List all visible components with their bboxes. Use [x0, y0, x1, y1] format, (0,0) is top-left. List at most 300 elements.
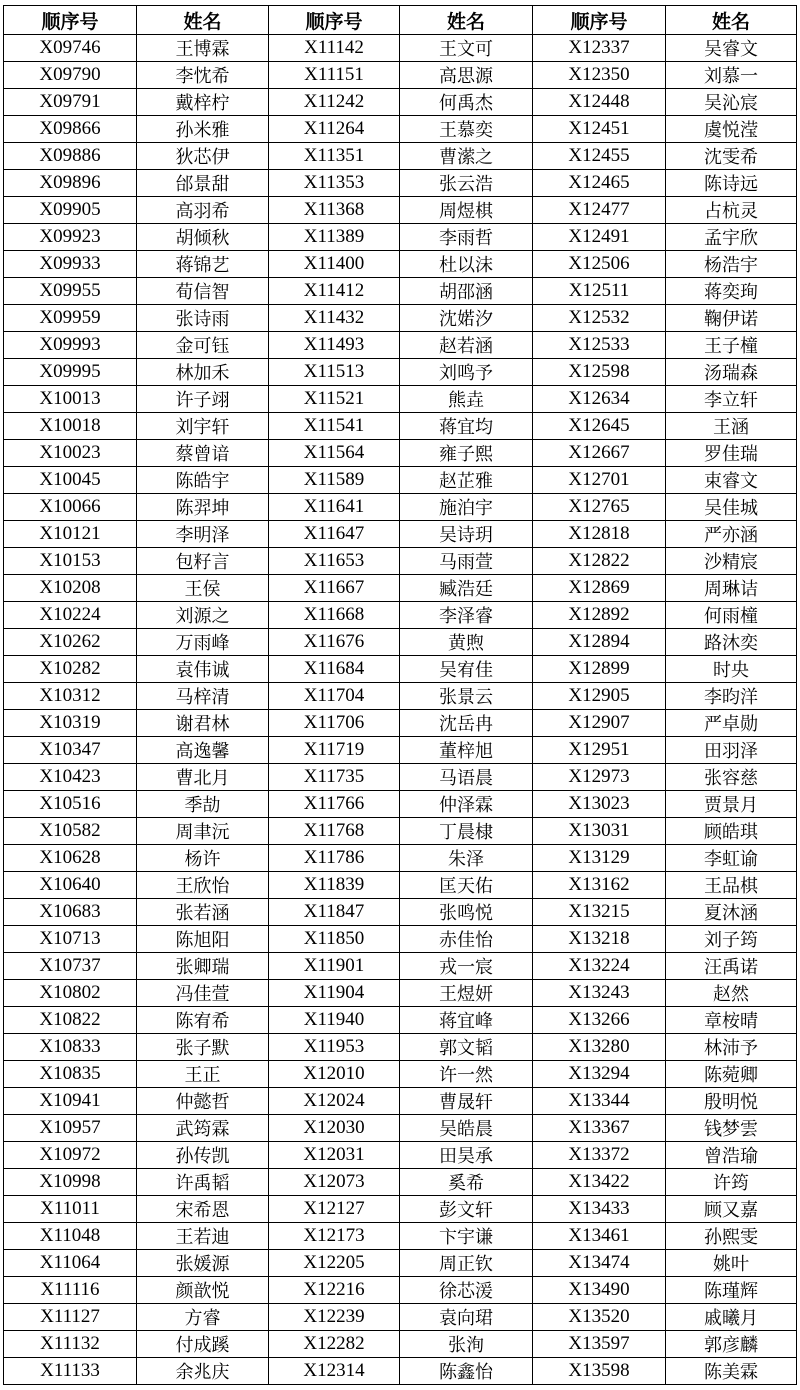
cell-seq-1: X10312 — [4, 683, 137, 710]
roster-table — [3, 5, 797, 1385]
cell-name-3: 陈美霖 — [666, 1358, 797, 1385]
cell-seq-1: X10683 — [4, 899, 137, 926]
cell-name-3: 严卓勋 — [666, 710, 797, 737]
cell-seq-1: X10066 — [4, 494, 137, 521]
cell-seq-1: X10628 — [4, 845, 137, 872]
cell-seq-3: X12465 — [533, 170, 666, 197]
table-row — [4, 386, 797, 413]
cell-seq-3: X13224 — [533, 953, 666, 980]
table-row — [4, 710, 797, 737]
cell-seq-2: X12216 — [269, 1277, 400, 1304]
table-row — [4, 1277, 797, 1304]
cell-name-2: 张景云 — [400, 683, 533, 710]
cell-seq-1: X10224 — [4, 602, 137, 629]
cell-name-1: 孙传凯 — [137, 1142, 269, 1169]
cell-name-1: 付成蹊 — [137, 1331, 269, 1358]
cell-name-1: 杨许 — [137, 845, 269, 872]
cell-name-3: 陈瑾辉 — [666, 1277, 797, 1304]
cell-name-1: 刘宇轩 — [137, 413, 269, 440]
cell-name-2: 赤佳怡 — [400, 926, 533, 953]
cell-seq-1: X10713 — [4, 926, 137, 953]
table-row — [4, 224, 797, 251]
cell-name-1: 王若迪 — [137, 1223, 269, 1250]
cell-name-1: 戴梓柠 — [137, 89, 269, 116]
cell-name-1: 蔡曾谙 — [137, 440, 269, 467]
cell-seq-2: X11368 — [269, 197, 400, 224]
cell-seq-2: X11668 — [269, 602, 400, 629]
cell-seq-3: X12645 — [533, 413, 666, 440]
cell-name-1: 蒋锦艺 — [137, 251, 269, 278]
cell-name-1: 王博霖 — [137, 35, 269, 62]
cell-seq-3: X12869 — [533, 575, 666, 602]
cell-seq-2: X11676 — [269, 629, 400, 656]
cell-name-1: 周聿沅 — [137, 818, 269, 845]
cell-name-1: 袁伟诚 — [137, 656, 269, 683]
cell-name-1: 张若涵 — [137, 899, 269, 926]
table-row — [4, 656, 797, 683]
cell-seq-2: X12239 — [269, 1304, 400, 1331]
cell-seq-3: X12667 — [533, 440, 666, 467]
cell-seq-3: X12765 — [533, 494, 666, 521]
cell-seq-2: X12031 — [269, 1142, 400, 1169]
cell-seq-1: X09866 — [4, 116, 137, 143]
cell-seq-3: X13461 — [533, 1223, 666, 1250]
cell-name-3: 吴沁宸 — [666, 89, 797, 116]
header-name-2: 姓名 — [400, 6, 533, 35]
cell-seq-2: X12024 — [269, 1088, 400, 1115]
cell-name-1: 林加禾 — [137, 359, 269, 386]
cell-seq-3: X13129 — [533, 845, 666, 872]
cell-seq-2: X11706 — [269, 710, 400, 737]
cell-seq-1: X10835 — [4, 1061, 137, 1088]
cell-seq-2: X12030 — [269, 1115, 400, 1142]
cell-name-3: 时央 — [666, 656, 797, 683]
cell-seq-2: X11684 — [269, 656, 400, 683]
cell-seq-1: X10833 — [4, 1034, 137, 1061]
cell-name-3: 夏沐涵 — [666, 899, 797, 926]
cell-seq-1: X09791 — [4, 89, 137, 116]
cell-name-2: 雍子熙 — [400, 440, 533, 467]
cell-seq-1: X10208 — [4, 575, 137, 602]
cell-seq-3: X12892 — [533, 602, 666, 629]
cell-name-1: 张媛源 — [137, 1250, 269, 1277]
cell-name-1: 金可钰 — [137, 332, 269, 359]
cell-seq-2: X12205 — [269, 1250, 400, 1277]
cell-name-2: 何禹杰 — [400, 89, 533, 116]
cell-seq-2: X11647 — [269, 521, 400, 548]
cell-name-1: 谢君林 — [137, 710, 269, 737]
cell-seq-3: X13031 — [533, 818, 666, 845]
cell-seq-1: X09886 — [4, 143, 137, 170]
cell-name-3: 杨浩宇 — [666, 251, 797, 278]
table-row — [4, 1304, 797, 1331]
cell-seq-2: X11151 — [269, 62, 400, 89]
cell-name-2: 朱泽 — [400, 845, 533, 872]
cell-seq-1: X10023 — [4, 440, 137, 467]
cell-seq-3: X12907 — [533, 710, 666, 737]
cell-seq-2: X11242 — [269, 89, 400, 116]
cell-seq-1: X09995 — [4, 359, 137, 386]
cell-name-2: 沈岳冉 — [400, 710, 533, 737]
table-row — [4, 197, 797, 224]
table-row — [4, 575, 797, 602]
cell-seq-1: X10802 — [4, 980, 137, 1007]
cell-seq-3: X13372 — [533, 1142, 666, 1169]
cell-name-2: 张洵 — [400, 1331, 533, 1358]
cell-name-3: 李立轩 — [666, 386, 797, 413]
cell-name-2: 赵芷雅 — [400, 467, 533, 494]
cell-name-2: 袁向珺 — [400, 1304, 533, 1331]
cell-name-2: 王煜妍 — [400, 980, 533, 1007]
cell-name-1: 王欣怡 — [137, 872, 269, 899]
cell-name-1: 邰景甜 — [137, 170, 269, 197]
cell-seq-1: X10045 — [4, 467, 137, 494]
cell-seq-3: X13433 — [533, 1196, 666, 1223]
cell-seq-3: X12491 — [533, 224, 666, 251]
table-row — [4, 764, 797, 791]
cell-seq-2: X11719 — [269, 737, 400, 764]
cell-seq-2: X11901 — [269, 953, 400, 980]
cell-seq-2: X11953 — [269, 1034, 400, 1061]
cell-seq-1: X11048 — [4, 1223, 137, 1250]
cell-name-3: 虞悦滢 — [666, 116, 797, 143]
cell-seq-2: X12314 — [269, 1358, 400, 1385]
cell-seq-3: X12634 — [533, 386, 666, 413]
cell-seq-3: X13294 — [533, 1061, 666, 1088]
header-name-3: 姓名 — [666, 6, 797, 35]
cell-name-1: 李明泽 — [137, 521, 269, 548]
cell-name-1: 陈宥希 — [137, 1007, 269, 1034]
cell-seq-3: X12973 — [533, 764, 666, 791]
cell-seq-2: X11493 — [269, 332, 400, 359]
cell-name-1: 曹北月 — [137, 764, 269, 791]
cell-name-1: 许子翊 — [137, 386, 269, 413]
cell-name-3: 束睿文 — [666, 467, 797, 494]
cell-name-2: 李雨哲 — [400, 224, 533, 251]
table-row — [4, 1142, 797, 1169]
table-row — [4, 170, 797, 197]
cell-name-2: 陈鑫怡 — [400, 1358, 533, 1385]
cell-name-1: 王侯 — [137, 575, 269, 602]
cell-seq-1: X09959 — [4, 305, 137, 332]
cell-name-3: 孙熙雯 — [666, 1223, 797, 1250]
cell-seq-1: X11132 — [4, 1331, 137, 1358]
table-row — [4, 278, 797, 305]
cell-seq-3: X12477 — [533, 197, 666, 224]
cell-seq-3: X13422 — [533, 1169, 666, 1196]
table-row — [4, 1115, 797, 1142]
cell-name-1: 狄芯伊 — [137, 143, 269, 170]
cell-seq-2: X11142 — [269, 35, 400, 62]
cell-name-2: 李泽睿 — [400, 602, 533, 629]
table-row — [4, 818, 797, 845]
table-row — [4, 413, 797, 440]
cell-name-3: 姚叶 — [666, 1250, 797, 1277]
cell-seq-2: X12073 — [269, 1169, 400, 1196]
table-row — [4, 116, 797, 143]
cell-name-2: 熊垚 — [400, 386, 533, 413]
cell-seq-1: X10737 — [4, 953, 137, 980]
cell-seq-3: X12455 — [533, 143, 666, 170]
cell-name-3: 严亦涵 — [666, 521, 797, 548]
cell-seq-3: X12506 — [533, 251, 666, 278]
cell-seq-2: X12127 — [269, 1196, 400, 1223]
cell-name-2: 周正钦 — [400, 1250, 533, 1277]
cell-name-3: 鞠伊诺 — [666, 305, 797, 332]
cell-name-3: 陈诗远 — [666, 170, 797, 197]
cell-name-1: 包籽言 — [137, 548, 269, 575]
cell-name-3: 沈雯希 — [666, 143, 797, 170]
cell-seq-2: X11353 — [269, 170, 400, 197]
cell-name-3: 占杭灵 — [666, 197, 797, 224]
cell-seq-2: X11768 — [269, 818, 400, 845]
cell-name-1: 张子默 — [137, 1034, 269, 1061]
cell-seq-2: X11541 — [269, 413, 400, 440]
cell-name-1: 孙米雅 — [137, 116, 269, 143]
table-row — [4, 791, 797, 818]
cell-seq-1: X10582 — [4, 818, 137, 845]
cell-name-2: 胡邵涵 — [400, 278, 533, 305]
cell-name-3: 蒋奕珣 — [666, 278, 797, 305]
cell-seq-3: X12448 — [533, 89, 666, 116]
cell-name-3: 章桉晴 — [666, 1007, 797, 1034]
cell-name-3: 钱梦雲 — [666, 1115, 797, 1142]
cell-seq-1: X09746 — [4, 35, 137, 62]
cell-name-3: 贾景月 — [666, 791, 797, 818]
cell-seq-1: X11011 — [4, 1196, 137, 1223]
cell-seq-2: X11667 — [269, 575, 400, 602]
cell-name-1: 季劼 — [137, 791, 269, 818]
cell-name-3: 李昀洋 — [666, 683, 797, 710]
cell-name-3: 吴佳城 — [666, 494, 797, 521]
cell-name-2: 田昊承 — [400, 1142, 533, 1169]
table-row — [4, 1223, 797, 1250]
cell-seq-1: X09905 — [4, 197, 137, 224]
table-row — [4, 467, 797, 494]
cell-seq-2: X11704 — [269, 683, 400, 710]
cell-name-1: 高逸馨 — [137, 737, 269, 764]
cell-name-2: 彭文轩 — [400, 1196, 533, 1223]
cell-name-2: 沈婼汐 — [400, 305, 533, 332]
cell-name-2: 马雨萱 — [400, 548, 533, 575]
cell-name-3: 吴睿文 — [666, 35, 797, 62]
cell-seq-2: X11766 — [269, 791, 400, 818]
cell-seq-1: X10121 — [4, 521, 137, 548]
roster-body — [4, 35, 797, 1385]
cell-name-3: 王子橦 — [666, 332, 797, 359]
cell-name-2: 蒋宜峰 — [400, 1007, 533, 1034]
cell-seq-2: X11412 — [269, 278, 400, 305]
cell-seq-1: X10013 — [4, 386, 137, 413]
cell-name-3: 戚曦月 — [666, 1304, 797, 1331]
cell-seq-1: X11127 — [4, 1304, 137, 1331]
cell-name-2: 赵若涵 — [400, 332, 533, 359]
cell-seq-2: X12173 — [269, 1223, 400, 1250]
cell-seq-3: X12822 — [533, 548, 666, 575]
cell-name-2: 周煜棋 — [400, 197, 533, 224]
header-seq-1: 顺序号 — [4, 6, 137, 35]
cell-name-1: 陈旭阳 — [137, 926, 269, 953]
cell-seq-1: X11064 — [4, 1250, 137, 1277]
cell-name-1: 冯佳萱 — [137, 980, 269, 1007]
table-row — [4, 62, 797, 89]
cell-name-2: 蒋宜均 — [400, 413, 533, 440]
cell-name-2: 许一然 — [400, 1061, 533, 1088]
cell-name-3: 李虹谕 — [666, 845, 797, 872]
cell-seq-2: X11432 — [269, 305, 400, 332]
cell-seq-2: X11847 — [269, 899, 400, 926]
cell-seq-2: X11839 — [269, 872, 400, 899]
cell-name-3: 王涵 — [666, 413, 797, 440]
cell-seq-1: X09955 — [4, 278, 137, 305]
cell-seq-1: X09896 — [4, 170, 137, 197]
cell-seq-2: X11389 — [269, 224, 400, 251]
cell-seq-3: X13280 — [533, 1034, 666, 1061]
cell-seq-1: X10423 — [4, 764, 137, 791]
cell-name-2: 张鸣悦 — [400, 899, 533, 926]
cell-name-1: 高羽希 — [137, 197, 269, 224]
cell-seq-2: X11735 — [269, 764, 400, 791]
cell-name-3: 许筠 — [666, 1169, 797, 1196]
cell-seq-1: X10018 — [4, 413, 137, 440]
cell-seq-3: X12511 — [533, 278, 666, 305]
cell-seq-1: X10972 — [4, 1142, 137, 1169]
cell-seq-1: X10957 — [4, 1115, 137, 1142]
cell-name-3: 汤瑞森 — [666, 359, 797, 386]
cell-seq-1: X10262 — [4, 629, 137, 656]
cell-name-3: 周琳诘 — [666, 575, 797, 602]
table-row — [4, 737, 797, 764]
cell-seq-3: X13162 — [533, 872, 666, 899]
cell-name-1: 陈羿坤 — [137, 494, 269, 521]
table-row — [4, 1061, 797, 1088]
cell-name-2: 奚希 — [400, 1169, 533, 1196]
cell-name-3: 罗佳瑞 — [666, 440, 797, 467]
cell-name-2: 吴宥佳 — [400, 656, 533, 683]
cell-name-1: 胡倾秋 — [137, 224, 269, 251]
cell-name-2: 丁晨棣 — [400, 818, 533, 845]
cell-seq-3: X12951 — [533, 737, 666, 764]
table-row — [4, 1169, 797, 1196]
cell-seq-1: X10319 — [4, 710, 137, 737]
cell-seq-1: X10998 — [4, 1169, 137, 1196]
cell-name-3: 郭彦麟 — [666, 1331, 797, 1358]
cell-name-2: 戎一宸 — [400, 953, 533, 980]
table-row — [4, 494, 797, 521]
cell-name-1: 张诗雨 — [137, 305, 269, 332]
cell-seq-1: X11133 — [4, 1358, 137, 1385]
cell-name-3: 孟宇欣 — [666, 224, 797, 251]
cell-seq-1: X09790 — [4, 62, 137, 89]
cell-seq-1: X09993 — [4, 332, 137, 359]
table-row — [4, 89, 797, 116]
cell-seq-3: X12533 — [533, 332, 666, 359]
cell-seq-2: X11589 — [269, 467, 400, 494]
cell-seq-2: X11400 — [269, 251, 400, 278]
table-row — [4, 251, 797, 278]
cell-name-2: 臧浩廷 — [400, 575, 533, 602]
cell-seq-2: X11513 — [269, 359, 400, 386]
cell-name-2: 曹晟轩 — [400, 1088, 533, 1115]
cell-seq-3: X12532 — [533, 305, 666, 332]
cell-name-2: 黄煦 — [400, 629, 533, 656]
cell-name-3: 顾又嘉 — [666, 1196, 797, 1223]
cell-name-3: 沙精宸 — [666, 548, 797, 575]
cell-seq-3: X12905 — [533, 683, 666, 710]
cell-name-3: 林沛予 — [666, 1034, 797, 1061]
cell-seq-3: X12894 — [533, 629, 666, 656]
cell-seq-2: X11351 — [269, 143, 400, 170]
header-row — [4, 6, 797, 35]
cell-name-1: 马梓清 — [137, 683, 269, 710]
cell-name-1: 方睿 — [137, 1304, 269, 1331]
table-row — [4, 1007, 797, 1034]
table-row — [4, 953, 797, 980]
cell-seq-3: X12350 — [533, 62, 666, 89]
cell-seq-2: X11850 — [269, 926, 400, 953]
table-row — [4, 899, 797, 926]
cell-name-1: 宋希恩 — [137, 1196, 269, 1223]
table-row — [4, 359, 797, 386]
cell-name-2: 仲泽霖 — [400, 791, 533, 818]
cell-seq-3: X13344 — [533, 1088, 666, 1115]
table-row — [4, 629, 797, 656]
cell-seq-3: X13215 — [533, 899, 666, 926]
table-row — [4, 305, 797, 332]
cell-name-1: 荀信智 — [137, 278, 269, 305]
cell-seq-1: X10640 — [4, 872, 137, 899]
cell-name-2: 吴诗玥 — [400, 521, 533, 548]
cell-name-2: 马语晨 — [400, 764, 533, 791]
cell-seq-2: X11264 — [269, 116, 400, 143]
cell-name-3: 陈菀卿 — [666, 1061, 797, 1088]
cell-name-3: 刘慕一 — [666, 62, 797, 89]
cell-seq-3: X13597 — [533, 1331, 666, 1358]
table-row — [4, 980, 797, 1007]
cell-seq-3: X13598 — [533, 1358, 666, 1385]
cell-seq-1: X10347 — [4, 737, 137, 764]
cell-name-2: 卞宇谦 — [400, 1223, 533, 1250]
table-row — [4, 143, 797, 170]
cell-name-2: 张云浩 — [400, 170, 533, 197]
header-seq-3: 顺序号 — [533, 6, 666, 35]
cell-name-1: 刘源之 — [137, 602, 269, 629]
cell-name-2: 匡天佑 — [400, 872, 533, 899]
table-row — [4, 683, 797, 710]
cell-name-3: 汪禹诺 — [666, 953, 797, 980]
cell-seq-1: X10822 — [4, 1007, 137, 1034]
cell-seq-2: X12282 — [269, 1331, 400, 1358]
cell-name-1: 许禹韬 — [137, 1169, 269, 1196]
cell-seq-2: X11904 — [269, 980, 400, 1007]
cell-name-2: 刘鸣予 — [400, 359, 533, 386]
table-row — [4, 548, 797, 575]
cell-name-1: 武筠霖 — [137, 1115, 269, 1142]
cell-name-3: 张容慈 — [666, 764, 797, 791]
cell-seq-3: X13023 — [533, 791, 666, 818]
cell-seq-3: X13266 — [533, 1007, 666, 1034]
cell-seq-2: X11653 — [269, 548, 400, 575]
table-row — [4, 1250, 797, 1277]
cell-seq-3: X13218 — [533, 926, 666, 953]
cell-seq-2: X11641 — [269, 494, 400, 521]
cell-seq-1: X09923 — [4, 224, 137, 251]
cell-name-2: 施泊宇 — [400, 494, 533, 521]
cell-seq-3: X13474 — [533, 1250, 666, 1277]
cell-name-1: 张卿瑞 — [137, 953, 269, 980]
cell-name-1: 仲懿哲 — [137, 1088, 269, 1115]
table-row — [4, 521, 797, 548]
